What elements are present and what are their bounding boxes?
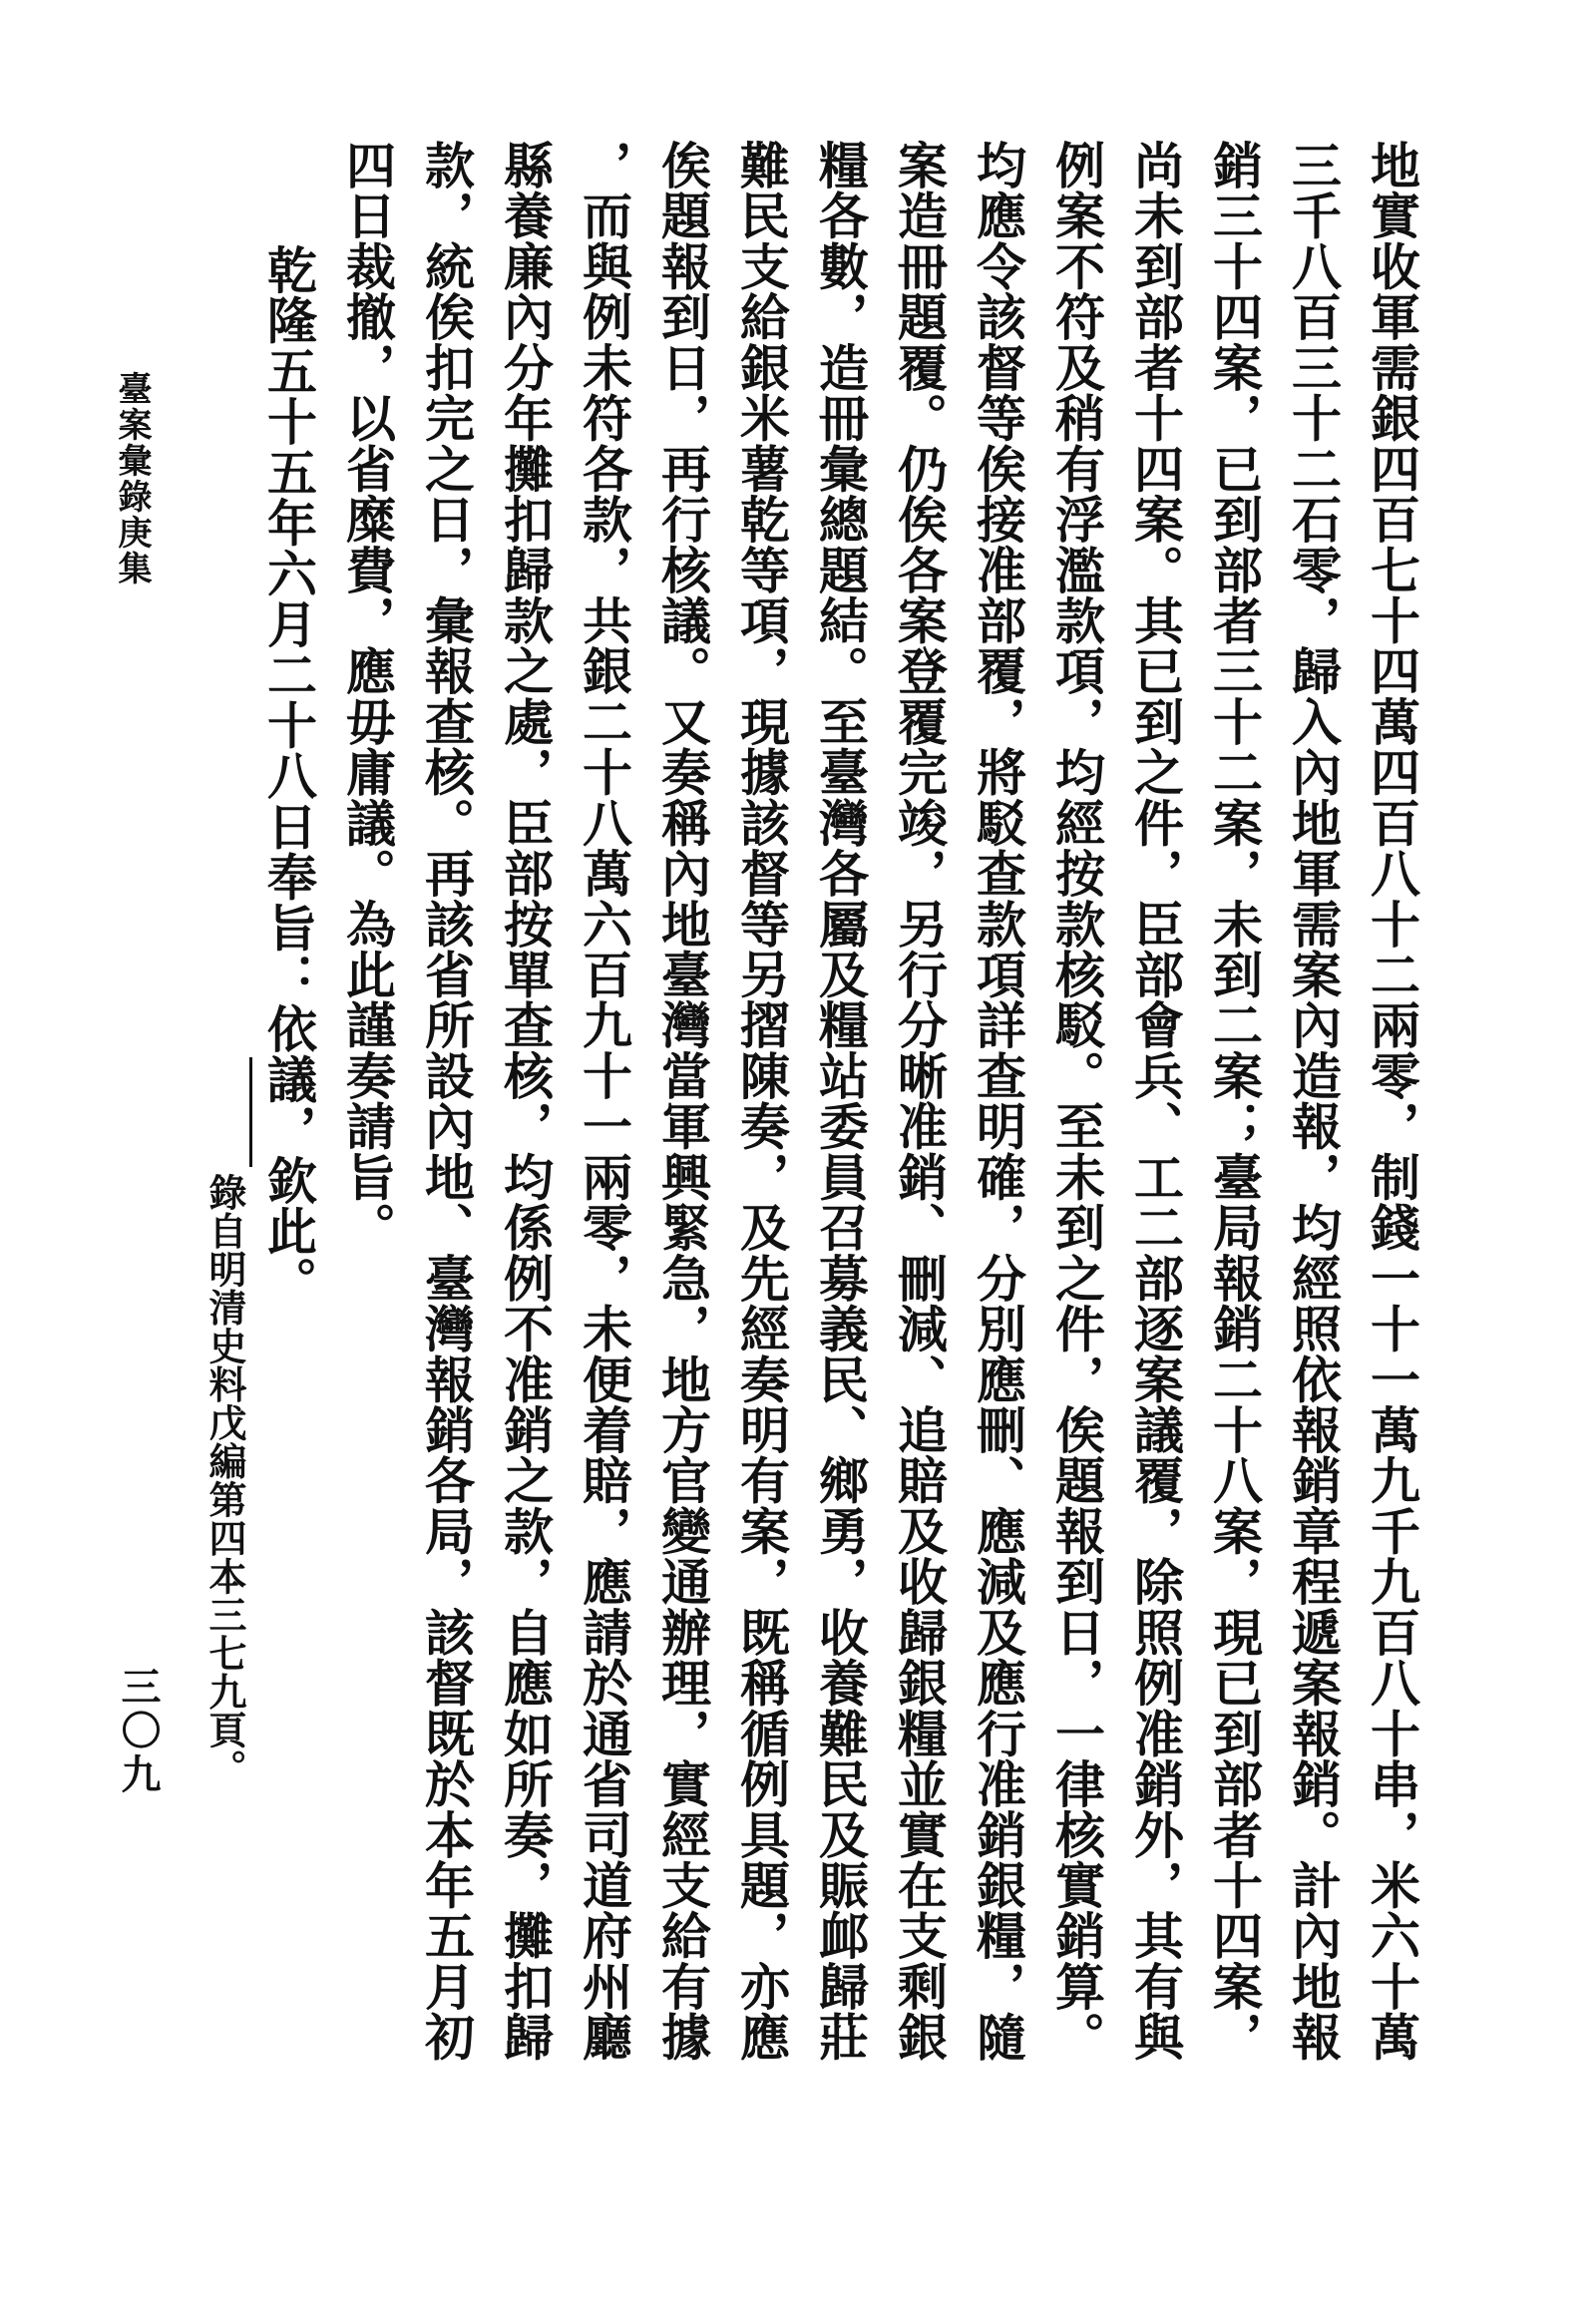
text-column: 地實收軍需銀四百七十四萬四百八十二兩零，制錢一十一萬九千九百八十串，米六十萬: [1363, 140, 1421, 2063]
text-column: 難民支給銀米薯乾等項，現據該督等另摺陳奏，及先經奏明有案，既稱循例具題，亦應: [732, 140, 791, 2063]
page-number: 三〇九: [115, 1666, 162, 1797]
imperial-rescript-date: 乾隆五十五年六月二十八日奉旨：依議，欽此。: [259, 244, 318, 1308]
running-book-title: 臺案彙錄庚集: [112, 371, 152, 586]
text-column: 俟題報到日，再行核議。又奏稱內地臺灣當軍興緊急，地方官變通辦理，實經支給有據: [653, 140, 712, 2063]
citation-dash: [249, 1057, 252, 1167]
text-column: 糧各數，造冊彙總題結。至臺灣各屬及糧站委員召募義民、鄉勇，收養難民及賑䘏歸莊: [811, 140, 870, 2063]
text-column: 四日裁撤，以省糜費，應毋庸議。為此謹奏請旨。: [338, 140, 397, 1253]
text-column: 三千八百三十二石零，歸入內地軍需案內造報，均經照依報銷章程遞案報銷。計內地報: [1284, 140, 1343, 2063]
text-column: 縣養廉內分年攤扣歸款之處，臣部按單查核，均係例不准銷之款，自應如所奏，攤扣歸: [496, 140, 555, 2063]
text-column: ，而與例未符各款，共銀二十八萬六百九十一兩零，未便着賠，應請於通省司道府州廳: [575, 140, 633, 2063]
text-column: 案造冊題覆。仍俟各案登覆完竣，另行分晰准銷、刪減、追賠及收歸銀糧並實在支剩銀: [890, 140, 949, 2063]
source-citation: [198, 1057, 252, 1815]
memorial-body: [249, 140, 1431, 2134]
source-citation-text: 錄自明清史料戊編第四本三七九頁。: [202, 1173, 247, 1787]
text-column: 尚未到部者十四案。其已到之件，臣部會兵、工二部逐案議覆，除照例准銷外，其有與: [1126, 140, 1185, 2063]
text-column: 均應令該督等俟接准部覆，將駁查款項詳查明確，分別應刪、應減及應行准銷銀糧，隨: [969, 140, 1027, 2063]
text-column: 款，統俟扣完之日，彙報查核。再該省所設內地、臺灣報銷各局，該督既於本年五月初: [417, 140, 476, 2063]
text-column: 例案不符及稍有浮濫款項，均經按款核駁。至未到之件，俟題報到日，一律核實銷算。: [1047, 140, 1106, 2063]
text-column: 銷三十四案，已到部者三十二案，未到二案；臺局報銷二十八案，現已到部者十四案，: [1205, 140, 1264, 2063]
